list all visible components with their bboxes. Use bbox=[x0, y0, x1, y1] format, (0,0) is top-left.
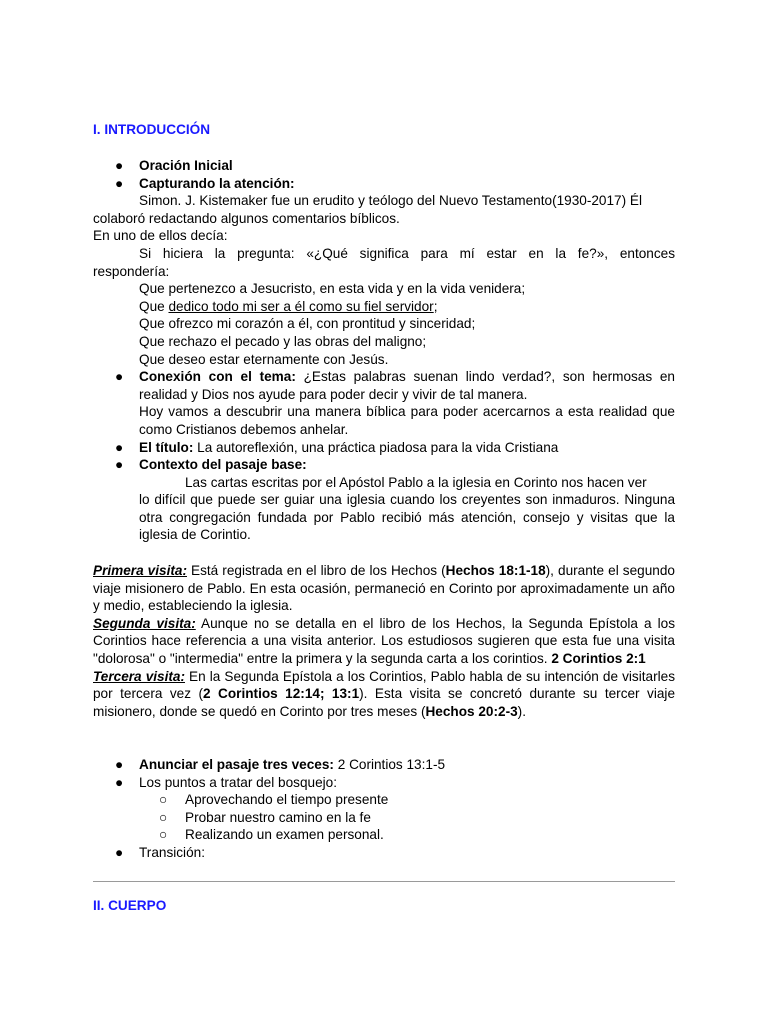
reference: Hechos 18:1-18 bbox=[445, 563, 546, 578]
sub-list-item: ○ Realizando un examen personal. bbox=[159, 827, 384, 843]
bullet-icon: ● bbox=[115, 369, 124, 385]
segunda-visita-paragraph: Segunda visita: Aunque no se detalla en el libro de los Hechos, la Segunda Epístola a los Corintios hace referencia a una visita anterior. Los estudiosos sugieren que esta fue una visita "dolorosa" o "intermedia" entre la primera y la segunda carta a los corintios. 2 Corintios 2:1 bbox=[93, 615, 676, 666]
sub-list-item: ○ Aprovechando el tiempo presente bbox=[159, 792, 389, 808]
visitas-block bbox=[93, 562, 675, 720]
bullet-icon: ● bbox=[115, 175, 124, 191]
anunciar-text: 2 Corintios 13:1-5 bbox=[333, 757, 446, 772]
quote-intro-line-2: respondería: bbox=[93, 263, 170, 279]
quote-line-3: Que ofrezco mi corazón a él, con prontitud y sinceridad; bbox=[139, 316, 476, 332]
anunciar-label: Anunciar el pasaje tres veces: bbox=[139, 757, 334, 772]
hollow-bullet-icon: ○ bbox=[159, 827, 168, 843]
bullet-icon: ● bbox=[115, 774, 124, 790]
intro-list bbox=[93, 157, 675, 544]
contexto-text-1: Las cartas escritas por el Apóstol Pablo a la iglesia en Corinto nos hacen ver bbox=[185, 474, 647, 490]
bullet-icon: ● bbox=[115, 158, 124, 173]
tercera-visita-label: Tercera visita: bbox=[93, 668, 185, 684]
bullet-icon: ● bbox=[115, 457, 124, 473]
horizontal-divider bbox=[93, 881, 675, 882]
conexion-label: Conexión con el tema: bbox=[139, 369, 296, 385]
outline-list bbox=[93, 756, 675, 862]
quote-line-5: Que deseo estar eternamente con Jesús. bbox=[139, 351, 389, 367]
segunda-visita-label: Segunda visita: bbox=[93, 615, 196, 631]
kistemaker-line-1: Simon. J. Kistemaker fue un erudito y teólogo del Nuevo Testamento(1930-2017) Él bbox=[139, 193, 643, 209]
hollow-bullet-icon: ○ bbox=[159, 809, 168, 825]
quote-line-1: Que pertenezco a Jesucristo, en esta vida y en la vida venidera; bbox=[139, 281, 526, 297]
list-item-puntos bbox=[93, 774, 675, 792]
bullet-icon: ● bbox=[115, 757, 124, 772]
reference: Hechos 20:2-3 bbox=[425, 703, 518, 719]
contexto-text-2: lo difícil que puede ser guiar una iglesia cuando los creyentes son inmaduros. Ninguna otra congregación fundada por Pablo recibió más atención, consejo y visitas que la iglesia de Corintio. bbox=[139, 492, 675, 543]
list-item-transicion bbox=[93, 844, 675, 862]
conexion-text-2: Hoy vamos a descubrir una manera bíblica para poder acercarnos a esta realidad que como Cristianos debemos anhelar. bbox=[139, 404, 675, 437]
section-heading-cuerpo: II. CUERPO bbox=[93, 898, 167, 913]
reference: 2 Corintios 12:14; 13:1 bbox=[203, 686, 360, 702]
transicion-label: Transición: bbox=[139, 844, 205, 860]
list-item-capturando bbox=[93, 175, 675, 193]
list-item-anunciar bbox=[93, 756, 675, 774]
list-item-titulo bbox=[93, 439, 675, 457]
tercera-visita-paragraph: Tercera visita: En la Segunda Epístola a los Corintios, Pablo habla de su intención de visitarles por tercera vez (2 Corintios 12:14; 13:1). Esta visita se concretó durante su tercer viaje misionero, donde se quedó en Corinto por tres meses (Hechos 20:2-3). bbox=[93, 668, 675, 719]
quote-line-4: Que rechazo el pecado y las obras del maligno; bbox=[139, 333, 427, 349]
hollow-bullet-icon: ○ bbox=[159, 792, 168, 808]
contexto-label: Contexto del pasaje base: bbox=[139, 457, 307, 473]
conexion-text: ¿Estas palabras suenan lindo verdad?, son hermosas en realidad y Dios nos ayude para poder decir y vivir de tal manera. bbox=[139, 369, 675, 402]
list-item-conexion bbox=[93, 368, 675, 403]
underlined-phrase: dedico todo mi ser a él como su fiel servidor bbox=[168, 298, 434, 314]
list-item-contexto bbox=[93, 456, 675, 474]
titulo-label: El título: bbox=[139, 439, 194, 455]
titulo-text: La autoreflexión, una práctica piadosa para la vida Cristiana bbox=[193, 439, 559, 455]
reference: 2 Corintios 2:1 bbox=[551, 650, 646, 666]
kistemaker-line-3: En uno de ellos decía: bbox=[93, 228, 228, 244]
bullet-icon: ● bbox=[115, 844, 124, 860]
puntos-label: Los puntos a tratar del bosquejo: bbox=[139, 774, 337, 790]
kistemaker-line-2: colaboró redactando algunos comentarios bíblicos. bbox=[93, 210, 400, 226]
quote-intro-line-1: Si hiciera la pregunta: «¿Qué significa para mí estar en la fe?», entonces bbox=[139, 245, 675, 261]
sub-list-item: ○ Probar nuestro camino en la fe bbox=[159, 809, 371, 825]
section-heading-introduccion: I. INTRODUCCIÓN bbox=[93, 122, 211, 137]
primera-visita-label: Primera visita: bbox=[93, 563, 187, 578]
bullet-icon: ● bbox=[115, 439, 124, 455]
primera-visita-paragraph: Primera visita: Está registrada en el libro de los Hechos (Hechos 18:1-18), durante el segundo viaje misionero de Pablo. En esta ocasión, permaneció en Corinto por aproximadamente un año y medio, estableciendo la iglesia. bbox=[93, 563, 675, 614]
oracion-label: Oración Inicial bbox=[139, 158, 233, 173]
list-item-oracion bbox=[93, 157, 675, 175]
capturando-label: Capturando la atención: bbox=[139, 175, 295, 191]
quote-line-2: Que dedico todo mi ser a él como su fiel servidor; bbox=[139, 298, 438, 314]
